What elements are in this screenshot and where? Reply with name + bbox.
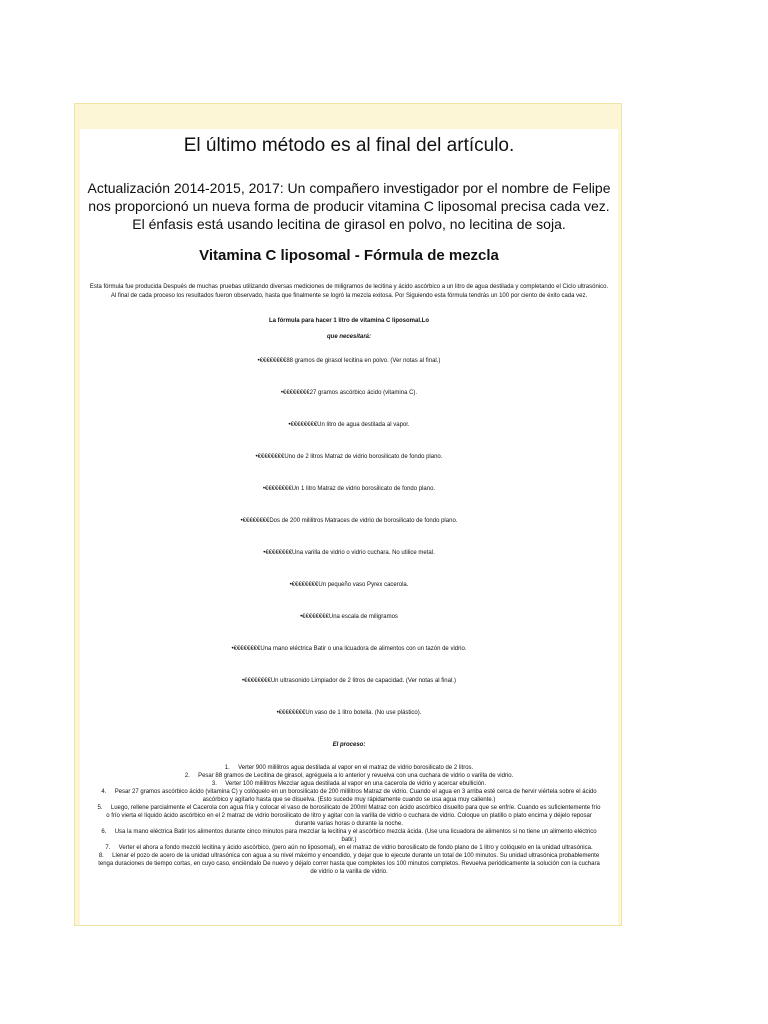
material-item: •€€€€€€€€88 gramos de girasol lecitina en polvo. (Ver notas al final.) — [257, 358, 441, 364]
materials-list — [83, 357, 615, 717]
material-item: •€€€€€€€€Un litro de agua destilada al vapor. — [288, 422, 410, 428]
update-paragraph: Actualización 2014-2015, 2017: Un compañero investigador por el nombre de Felipe nos proporcionó un nueva forma de producir vitamina C liposomal precisa cada vez. El énfasis está usando lecitina de girasol en polvo, no lecitina de soja. — [87, 180, 611, 232]
main-title: El último método es al final del artículo. — [183, 135, 515, 156]
material-item: •€€€€€€€€Dos de 200 mililitros Matraces de vidrio de borosilicato de fondo plano. — [240, 518, 458, 524]
material-item: •€€€€€€€€Una mano eléctrica Batir o una licuadora de alimentos con un tazón de vidrio. — [231, 646, 467, 652]
page-top-band — [75, 104, 621, 129]
process-step: 4. Pesar 27 gramos ascórbico ácido (vitamina C) y colóquelo en un borosilicato de 200 mililitros Matraz de vidrio. Cuando el agua en 3 arriba esté cerca de hervir viértela sobre el ácido ascórbico y agítarlo hasta que se disuelva. (Esto sucede muy rápidamente cuando se usa agua muy caliente.) — [101, 789, 597, 803]
page-right-band — [618, 129, 621, 925]
process-step: 2. Pesar 88 gramos de Lecitina de girasol, agréguela a lo anterior y revuelva con una cuchara de vidrio o varilla de vidrio. — [184, 773, 514, 779]
process-step: 7. Verter el ahora a fondo mezcló lecitina y ácido ascórbico, (pero aún no liposomal), en el matraz de vidrio borosilicato de fondo plano de 1 litro y colóquelo en la unidad ultrasónica. — [105, 845, 593, 851]
needs-label: que necesitará: — [326, 334, 372, 340]
material-item: •€€€€€€€€Una escala de miligramos — [300, 614, 398, 620]
document-page — [74, 103, 622, 926]
material-item: •€€€€€€€€Un vaso de 1 litro botella. (No use plástico). — [276, 710, 422, 716]
formula-title: La fórmula para hacer 1 litro de vitamina C liposomal.Lo — [268, 318, 430, 324]
material-item: •€€€€€€€€Una varilla de vidrio o vidrio cuchara. No utilice metal. — [263, 550, 435, 556]
document-content — [83, 129, 615, 876]
material-item: •€€€€€€€€Uno de 2 litros Matraz de vidrio borosilicato de fondo plano. — [255, 454, 443, 460]
page-left-band — [75, 129, 80, 925]
process-step: 3. Verter 100 mililitros Mezclar agua destilada al vapor en una cacerola de vidrio y acercar ebullición. — [211, 781, 487, 787]
process-step: 8. Llenar el pozo de acero de la unidad ultrasónica con agua a su nivel máximo y encendido, y dejar que lo ejecute durante un total de 100 minutos. Su unidad ultrasónica probablemente tenga duraciones de tiempo cortas, en cuyo caso, encièndalo De nuevo y déjalo correr hasta que completes los 100 minutos completos. Revuelva periódicamente la solución con la cuchara de vidrio o la varilla de vidrio. — [98, 853, 600, 875]
material-item: •€€€€€€€€Un ultrasonido Limpiador de 2 litros de capacidad. (Ver notas al final.) — [242, 678, 456, 684]
process-steps-list — [83, 764, 615, 876]
process-label: El proceso: — [332, 742, 366, 748]
process-step: 5. Luego, rellene parcialmente el Cacerola con agua fría y colocar el vaso de borosilicato de 200ml Matraz con ácido ascórbico disuelto para que se enfríe. Cuando es suficientemente frío o frío vierta el líquido ácido ascórbico en el 2 matraz de vidrio borosilicato de litro y agitar con la varilla de vidrio o cuchara de vidrio. Coloque un platillo o plato encima y déjelo reposar durante varias horas o durante la noche. — [97, 805, 601, 827]
process-step: 6. Usa la mano eléctrica Batir los alimentos durante cinco minutos para mezclar la lecitina y el ascórbico mezcla ácida. (Use una licuadora de alimentos si no tiene un alimento eléctrico batir.) — [101, 829, 597, 843]
material-item: •€€€€€€€€27 gramos ascórbico ácido (vitamina C). — [280, 390, 418, 396]
intro-paragraph: Esta fórmula fue producida Después de muchas pruebas utilizando diversas mediciones de miligramos de lecitina y ácido ascórbico a un litro de agua destilada y completando el Ciclo ultrasónico. Al final de cada proceso los resultados fueron observado, hasta que finalmente se logró la mezcla exitosa. Por Siguiendo esta fórmula tendrás un 100 por ciento de éxito cada vez. — [89, 284, 609, 299]
material-item: •€€€€€€€€Un pequeño vaso Pyrex cacerola. — [289, 582, 409, 588]
material-item: •€€€€€€€€Un 1 litro Matraz de vidrio borosilicato de fondo plano. — [262, 486, 436, 492]
section-title: Vitamina C liposomal - Fórmula de mezcla — [199, 247, 499, 264]
process-step: 1. Verter 900 mililitros agua destilada al vapor en el matraz de vidrio borosilicato de 2 litros. — [224, 765, 474, 771]
